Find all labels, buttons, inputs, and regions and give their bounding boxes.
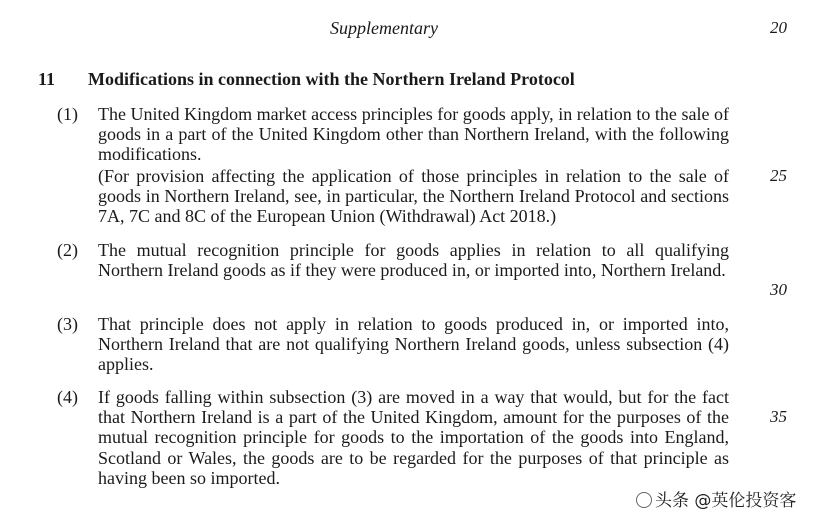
line-number: 30 xyxy=(770,280,787,299)
watermark-logo-icon xyxy=(636,492,652,508)
subsection-number: (3) xyxy=(57,314,78,334)
subsection-number: (1) xyxy=(57,104,78,124)
page-header-title: Supplementary xyxy=(330,18,438,38)
subsection-number: (2) xyxy=(57,240,78,260)
section-heading: Modifications in connection with the Northern Ireland Protocol xyxy=(88,69,575,89)
subsection-note: (For provision affecting the application of those principles in relation to the sale of goods in Northern Ireland, see, in particular, the Northern Ireland Protocol and sections 7A, 7C and 8C of the European Union (Withdrawal) Act 2018.) xyxy=(98,166,729,227)
header-line-number: 20 xyxy=(770,18,787,37)
watermark xyxy=(636,486,796,511)
subsection-text: The United Kingdom market access principles for goods apply, in relation to the sale of goods in a part of the United Kingdom other than Northern Ireland, with the following modifications. xyxy=(98,104,729,165)
subsection-text: The mutual recognition principle for goods applies in relation to all qualifying Northern Ireland goods as if they were produced in, or imported into, Northern Ireland. xyxy=(98,240,729,281)
subsection-text: If goods falling within subsection (3) are moved in a way that would, but for the fact that Northern Ireland is a part of the United Kingdom, amount for the purposes of the mutual recognition principle for goods to the importation of the goods into England, Scotland or Wales, the goods are to be regarded for the purposes of that principle as having been so imported. xyxy=(98,387,729,488)
subsection-text: That principle does not apply in relation to goods produced in, or imported into, Northern Ireland that are not qualifying Northern Ireland goods, unless subsection (4) applies. xyxy=(98,314,729,375)
line-number: 25 xyxy=(770,166,787,185)
watermark-text: 头条 @英伦投资客 xyxy=(655,491,797,511)
line-number: 35 xyxy=(770,407,787,426)
section-number: 11 xyxy=(38,69,56,89)
subsection-number: (4) xyxy=(57,387,78,407)
